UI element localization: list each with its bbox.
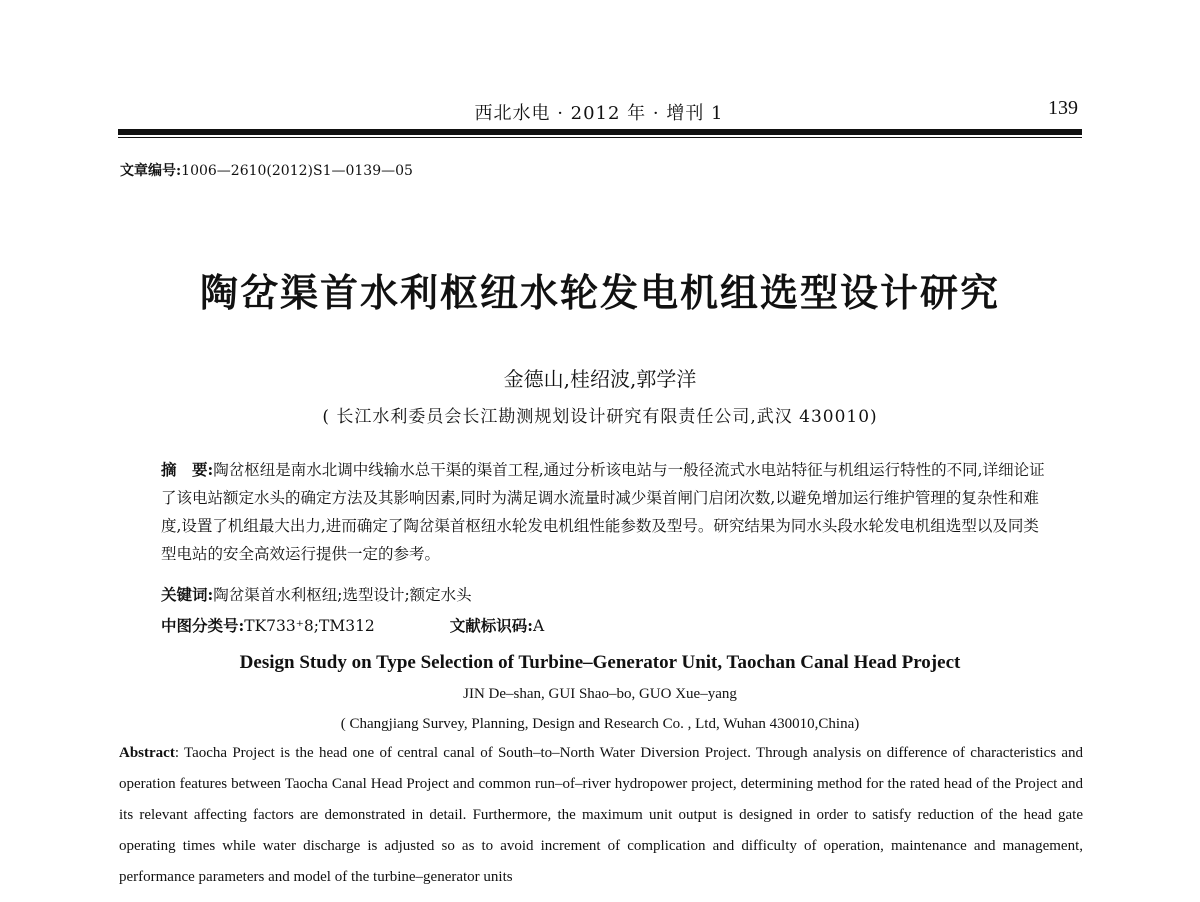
paper-title-cn: 陶岔渠首水利枢纽水轮发电机组选型设计研究 — [199, 270, 1000, 315]
running-head: 西北水电 · 2012 年 · 增刊 1 — [474, 103, 724, 124]
abstract-cn-label: 摘 要: — [161, 460, 214, 479]
authors-en: JIN De–shan, GUI Shao–bo, GUO Xue–yang — [463, 686, 737, 702]
paper-title-en: Design Study on Type Selection of Turbine–Generator Unit, Taochan Canal Head Project — [239, 652, 961, 673]
article-number — [120, 160, 413, 180]
page-header — [118, 97, 1080, 129]
keywords-cn-text: 陶岔渠首水利枢纽;选型设计;额定水头 — [213, 586, 472, 604]
abstract-en-label: Abstract — [119, 745, 175, 761]
affiliation-cn: ( 长江水利委员会长江勘测规划设计研究有限责任公司,武汉 430010) — [322, 407, 878, 427]
classification-line — [161, 614, 544, 636]
abstract-en-text: : Taocha Project is the head one of central canal of South–to–North Water Diversion Project. Through analysis on difference of characteristics and operation features between Taocha Canal Head Project and common run–of–river hydropower project, determining method for the rated head of the Project and its relevant affecting factors are demonstrated in detail. Furthermore, the maximum unit output is designed in order to satisfy reduction of the head gate operating times while water discharge is adjusted so as to avoid increment of complication and difficulty of operation, maintenance and management, performance parameters and model of the turbine–generator units — [119, 745, 1083, 885]
clc-value: TK733⁺8;TM312 — [244, 617, 375, 635]
abstract-cn — [161, 456, 1051, 568]
affiliation-en: ( Changjiang Survey, Planning, Design and Research Co. , Ltd, Wuhan 430010,China) — [340, 716, 860, 732]
doc-code-label: 文献标识码: — [449, 616, 533, 635]
authors-cn: 金德山,桂绍波,郭学洋 — [503, 367, 697, 391]
abstract-en — [119, 738, 1083, 893]
document-code — [450, 614, 544, 636]
clc-label: 中图分类号: — [161, 616, 245, 635]
page-number: 139 — [1048, 97, 1078, 119]
header-rule-thick — [118, 129, 1082, 135]
abstract-cn-text: 陶岔枢纽是南水北调中线输水总干渠的渠首工程,通过分析该电站与一般径流式水电站特征与机组运行特性的不同,详细论证了该电站额定水头的确定方法及其影响因素,同时为满足调水流量时减少渠首闸门启闭次数,以避免增加运行维护管理的复杂性和难度,设置了机组最大出力,进而确定了陶岔渠首枢纽水轮发电机组性能参数及型号。研究结果为同水头段水轮发电机组选型以及同类型电站的安全高效运行提供一定的参考。 — [161, 461, 1045, 563]
keywords-cn — [161, 583, 472, 605]
article-number-value: 1006—2610(2012)S1—0139—05 — [181, 163, 413, 179]
article-number-label: 文章编号: — [120, 163, 182, 179]
keywords-cn-label: 关键词: — [161, 585, 214, 604]
doc-code-value: A — [532, 617, 545, 635]
header-rule-thin — [118, 137, 1082, 138]
